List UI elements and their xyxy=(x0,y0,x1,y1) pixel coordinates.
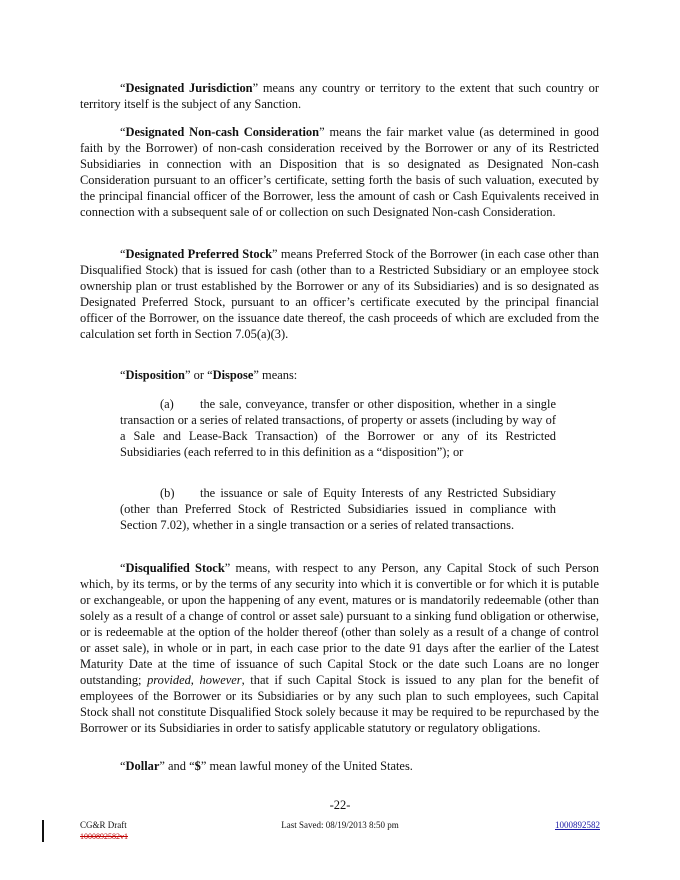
footer-draft-label: CG&R Draft xyxy=(80,820,127,830)
definition-text: ” means any country or territory to the extent that such country or territory itself is the subject of any Sanction. xyxy=(80,81,599,111)
disposition-clause-b xyxy=(120,485,556,533)
defined-term: Dollar xyxy=(125,759,160,773)
defined-term: Disposition xyxy=(125,368,185,382)
clause-text: the issuance or sale of Equity Interests of any Restricted Subsidiary (other than Preferred Stock of Restricted Subsidiaries issued in compliance with Section 7.02), whether in a single transaction or a series of related transactions. xyxy=(120,486,556,532)
definition-text: ” means the fair market value (as determined in good faith by the Borrower) of non-cash consideration received by the Borrower or any of its Restricted Subsidiaries in connection with an Disposition that is so designated as Designated Non-cash Consideration pursuant to an officer’s certificate, setting forth the basis of such valuation, executed by the principal financial officer of the Borrower, less the amount of cash or Cash Equivalents received in connection with a subsequent sale of or collection on such Designated Non-cash Consideration. xyxy=(80,125,599,219)
page-number: -22- xyxy=(329,798,351,812)
definition-designated-noncash: “Designated Non-cash Consideration” means the fair market value (as determined in good faith by the Borrower) of non-cash consideration received by the Borrower or any of its Restricted Subsidiaries in connection with an Disposition that is so designated as Designated Non-cash Consideration pursuant to an officer’s certificate, setting forth the basis of such valuation, executed by the principal financial officer of the Borrower, less the amount of cash or Cash Equivalents received in connection with a subsequent sale of or collection on such Designated Non-cash Consideration. xyxy=(80,125,599,219)
defined-term: Designated Non-cash Consideration xyxy=(125,125,320,139)
definition-text: ” means: xyxy=(253,368,298,382)
definition-designated-preferred: “Designated Preferred Stock” means Preferred Stock of the Borrower (in each case other than Disqualified Stock) that is issued for cash (other than to a Restricted Subsidiary or an employee stock ownership plan or trust established by the Borrower or any of its Subsidiaries) and is so designated as Designated Preferred Stock, pursuant to an officer’s certificate executed by the principal financial officer of the Borrower, on the issuance date thereof, the cash proceeds of which are excluded from the calculation set forth in Section 7.05(a)(3). xyxy=(80,247,600,341)
definition-dollar: “Dollar” and “$” mean lawful money of the United States. xyxy=(120,759,413,773)
footer-docid-link[interactable]: 1000892582 xyxy=(555,820,600,830)
footer-deleted-docid: 1000892582v1 xyxy=(80,832,128,841)
proviso-italic: provided, however xyxy=(147,673,242,687)
definition-text: ” mean lawful money of the United States. xyxy=(200,759,413,773)
definition-disposition: “Disposition” or “Dispose” means: xyxy=(120,368,298,382)
footer-last-saved: Last Saved: 08/19/2013 8:50 pm xyxy=(281,820,399,830)
defined-term: $ xyxy=(194,759,201,773)
defined-term: Designated Preferred Stock xyxy=(125,247,273,261)
clause-label: (b) xyxy=(160,486,175,500)
defined-term: Disqualified Stock xyxy=(125,561,225,575)
definition-disqualified-stock: “Disqualified Stock” means, with respect to any Person, any Capital Stock of such Person which, by its terms, or by the terms of any security into which it is convertible or for which it is putable or exchangeable, or upon the happening of any event, matures or is mandatorily redeemable (other than solely as a result of a change of control or asset sale) pursuant to a sinking fund obligation or otherwise, or is redeemable at the option of the holder thereof (other than solely as a result of a change of control or asset sale), in whole or in part, in each case prior to the date 91 days after the earlier of the Latest Maturity Date at the time of issuance of such Capital Stock or the date such Loans are no longer outstanding; provided, however, that if such Capital Stock is issued to any plan for the benefit of employees of the Borrower or its Subsidiaries or by any such plan to such employees, such Capital Stock shall not constitute Disqualified Stock solely because it may be required to be repurchased by the Borrower or its Subsidiaries in order to satisfy applicable statutory or regulatory obligations. xyxy=(80,561,599,735)
defined-term: Designated Jurisdiction xyxy=(125,81,253,95)
defined-term: Dispose xyxy=(212,368,254,382)
clause-text: the sale, conveyance, transfer or other disposition, whether in a single transaction or a series of related transactions, of property or assets (including by way of a Sale and Lease-Back Transaction) of the Borrower or any of its Restricted Subsidiaries (each referred to in this definition as a “disposition”); or xyxy=(120,397,556,459)
clause-label: (a) xyxy=(160,397,174,411)
definition-text: ” means Preferred Stock of the Borrower (in each case other than Disqualified Stock) that is issued for cash (other than to a Restricted Subsidiary or an employee stock ownership plan or trust established by the Borrower or any of its Subsidiaries) and is so designated as Designated Preferred Stock, pursuant to an officer’s certificate executed by the principal financial officer of the Borrower, on the issuance date thereof, the cash proceeds of which are excluded from the calculation set forth in Section 7.05(a)(3). xyxy=(80,247,600,341)
definition-designated-jurisdiction: “Designated Jurisdiction” means any country or territory to the extent that such country or territory itself is the subject of any Sanction. xyxy=(80,81,599,111)
disposition-clause-a xyxy=(120,396,556,460)
